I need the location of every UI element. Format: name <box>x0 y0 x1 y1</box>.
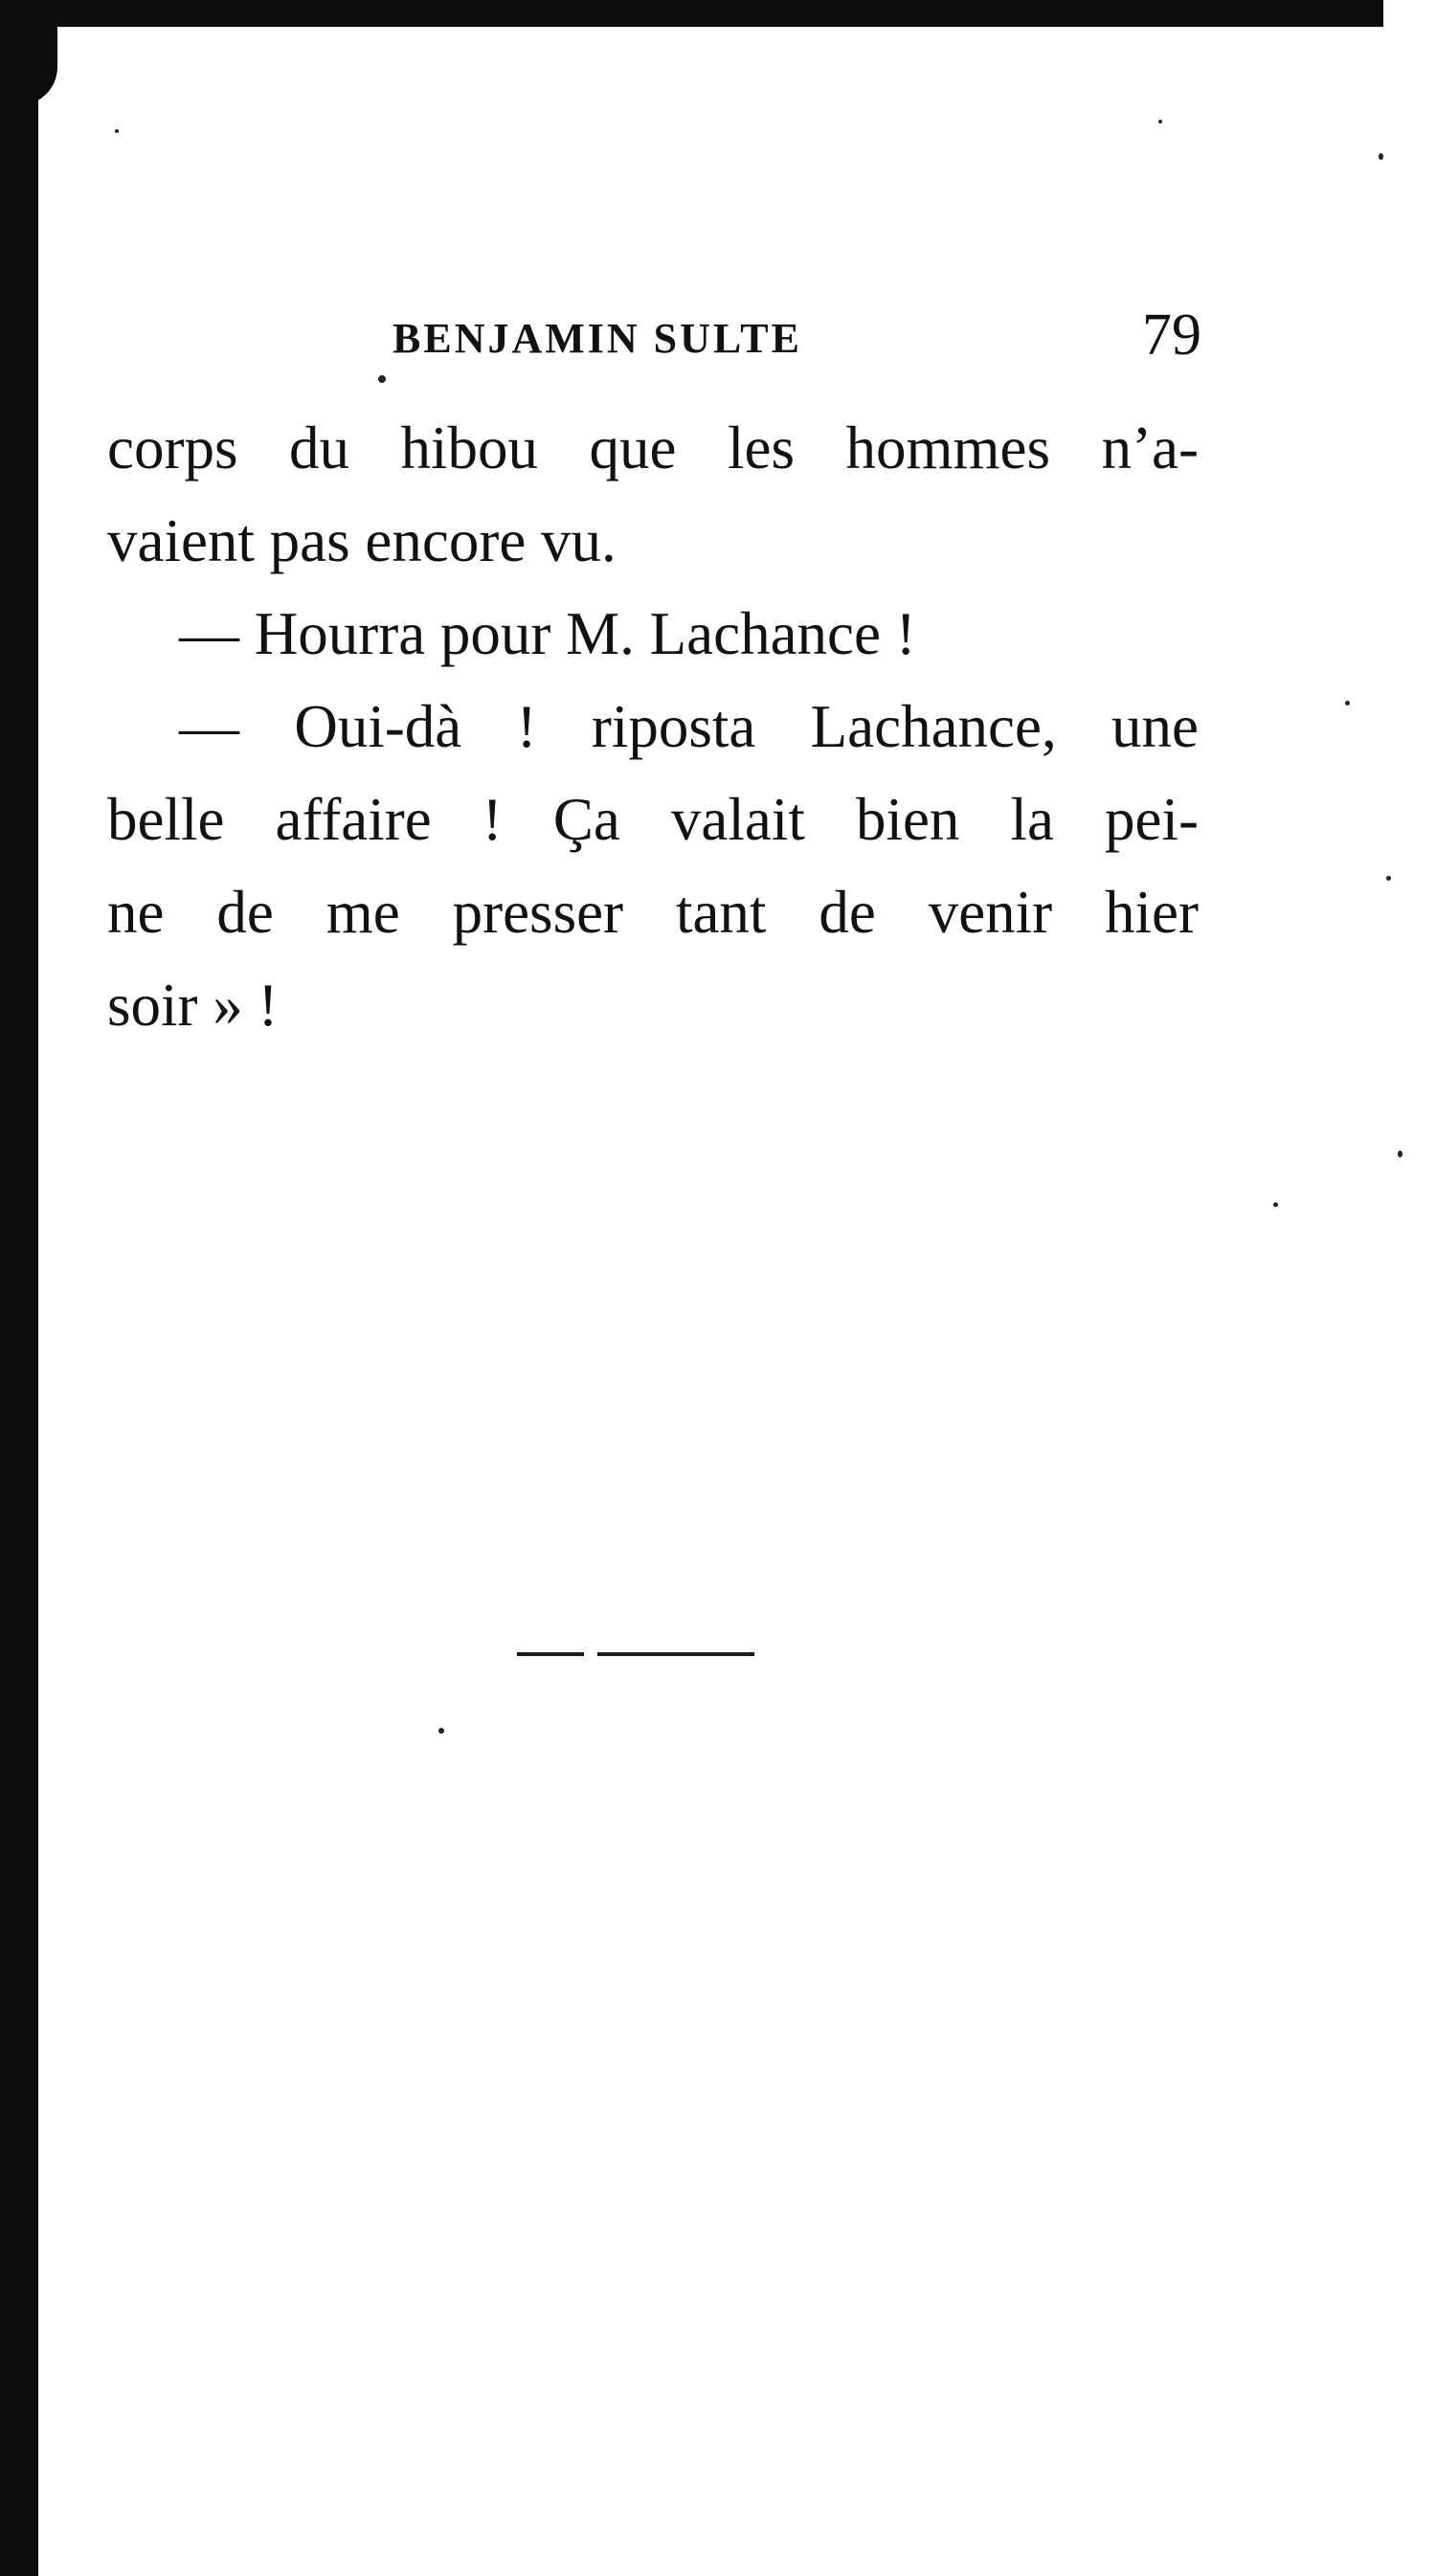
scan-speck <box>1345 701 1350 706</box>
running-title: BENJAMIN SULTE <box>393 315 802 362</box>
scan-speck <box>1273 1202 1278 1207</box>
rule-gap <box>584 1651 597 1657</box>
scan-speck <box>115 129 119 133</box>
text-line: ne de me presser tant de venir hier <box>107 879 1199 946</box>
scan-speck <box>438 1728 444 1734</box>
scan-speck <box>1379 153 1383 160</box>
page-number: 79 <box>1142 302 1201 368</box>
scan-border-top <box>38 0 1383 29</box>
scan-speck <box>1386 876 1391 881</box>
text-line: corps du hibou que les hommes n’a- <box>107 414 1199 482</box>
text-line: — Oui-dà ! riposta Lachance, une <box>179 693 1199 760</box>
body-text <box>107 402 1199 1052</box>
text-line: soir » ! <box>107 972 279 1039</box>
scan-speck <box>378 375 386 383</box>
scan-corner <box>0 0 57 105</box>
scan-speck <box>1158 120 1162 123</box>
text-line: vaient pas encore vu. <box>107 507 617 574</box>
text-line: belle affaire ! Ça valait bien la pei- <box>107 786 1199 853</box>
text-line: — Hourra pour M. Lachance ! <box>179 600 916 667</box>
scan-speck <box>1398 1151 1402 1157</box>
section-end-rule <box>517 1652 754 1656</box>
scan-border-left <box>0 29 38 2576</box>
